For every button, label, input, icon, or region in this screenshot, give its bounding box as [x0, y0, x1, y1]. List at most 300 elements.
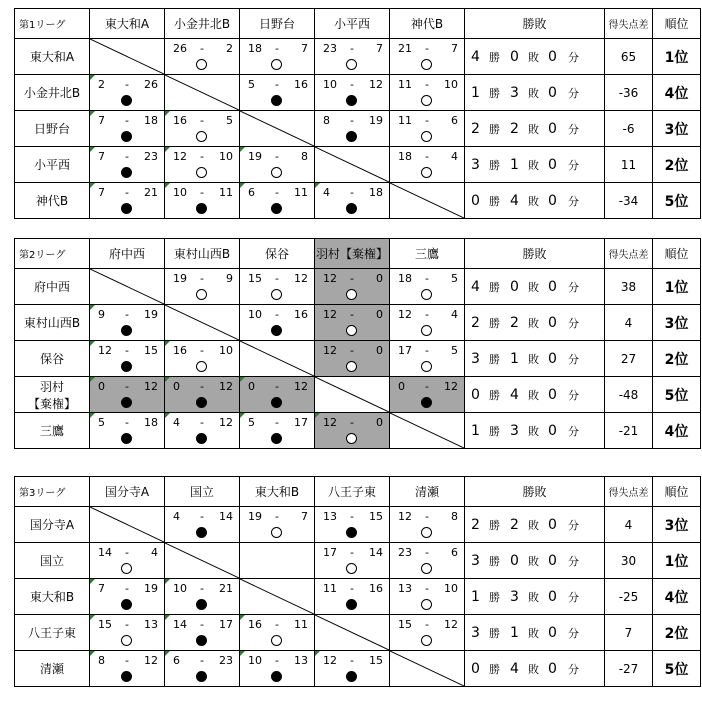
score-own: 18	[398, 150, 412, 163]
score-opponent: 10	[444, 582, 458, 595]
row-team-name: 清瀬	[15, 651, 90, 687]
score-dash: -	[425, 78, 429, 91]
header-diff: 得失点差	[605, 239, 653, 269]
score-opponent: 4	[451, 308, 458, 321]
match-cell	[315, 111, 390, 147]
score-opponent: 6	[451, 114, 458, 127]
comment-marker-icon	[165, 147, 170, 152]
match-score	[240, 654, 314, 668]
comment-marker-icon	[240, 413, 245, 418]
score-dash: -	[350, 416, 354, 429]
record-cell	[465, 413, 605, 449]
score-dash: -	[425, 618, 429, 631]
row-team-name: 八王子東	[15, 615, 90, 651]
loss-circle-icon	[121, 361, 132, 372]
table-row	[15, 413, 701, 449]
score-dash: -	[350, 654, 354, 667]
comment-marker-icon	[240, 615, 245, 620]
match-cell	[90, 111, 165, 147]
match-score	[240, 272, 314, 286]
match-cell	[240, 615, 315, 651]
score-own: 18	[248, 42, 262, 55]
losses-count: 1	[510, 156, 519, 173]
comment-marker-icon	[90, 111, 95, 116]
win-circle-icon	[421, 635, 432, 646]
score-opponent: 8	[301, 150, 308, 163]
rank: 3位	[653, 305, 701, 341]
match-score	[390, 114, 464, 128]
score-opponent: 0	[376, 344, 383, 357]
draws-label: 分	[568, 280, 579, 294]
wins-label: 勝	[489, 662, 500, 676]
row-team-name: 神代B	[15, 183, 90, 219]
score-dash: -	[425, 308, 429, 321]
match-score	[315, 308, 389, 322]
match-cell	[90, 147, 165, 183]
match-cell	[240, 269, 315, 305]
score-own: 12	[323, 308, 337, 321]
score-own: 2	[98, 78, 105, 91]
score-opponent: 16	[369, 582, 383, 595]
score-own: 4	[173, 416, 180, 429]
match-score	[165, 114, 239, 128]
rank: 5位	[653, 651, 701, 687]
match-cell	[240, 147, 315, 183]
score-opponent: 12	[444, 380, 458, 393]
match-cell	[165, 579, 240, 615]
match-cell	[90, 183, 165, 219]
score-dash: -	[200, 618, 204, 631]
score-dash: -	[350, 344, 354, 357]
score-opponent: 5	[451, 272, 458, 285]
score-dash: -	[350, 546, 354, 559]
header-row	[15, 477, 701, 507]
comment-marker-icon	[315, 651, 320, 656]
score-own: 5	[248, 78, 255, 91]
point-diff: -21	[605, 413, 653, 449]
table-row	[15, 543, 701, 579]
score-own: 12	[323, 344, 337, 357]
record-cell	[465, 111, 605, 147]
score-opponent: 7	[451, 42, 458, 55]
record-cell	[465, 579, 605, 615]
score-opponent: 8	[451, 510, 458, 523]
score-opponent: 7	[301, 42, 308, 55]
diagonal-line	[315, 377, 389, 412]
draws-count: 0	[548, 156, 557, 173]
match-score	[390, 582, 464, 596]
score-opponent: 18	[144, 114, 158, 127]
loss-circle-icon	[346, 203, 357, 214]
wins-label: 勝	[489, 388, 500, 402]
score-dash: -	[275, 380, 279, 393]
draws-count: 0	[548, 192, 557, 209]
league-title: 第1リーグ	[15, 9, 90, 39]
score-dash: -	[125, 582, 129, 595]
score-opponent: 11	[219, 186, 233, 199]
self-match-cell	[315, 377, 390, 413]
point-diff: -27	[605, 651, 653, 687]
loss-circle-icon	[271, 203, 282, 214]
score-dash: -	[200, 186, 204, 199]
win-circle-icon	[421, 59, 432, 70]
match-score	[390, 546, 464, 560]
score-own: 5	[248, 416, 255, 429]
draws-label: 分	[568, 122, 579, 136]
win-circle-icon	[346, 289, 357, 300]
table-row	[15, 377, 701, 413]
score-dash: -	[275, 78, 279, 91]
score-opponent: 13	[144, 618, 158, 631]
match-cell	[315, 269, 390, 305]
draws-count: 0	[548, 84, 557, 101]
losses-count: 4	[510, 660, 519, 677]
rank: 1位	[653, 543, 701, 579]
match-cell	[390, 147, 465, 183]
score-dash: -	[275, 272, 279, 285]
match-cell	[315, 341, 390, 377]
score-own: 16	[173, 344, 187, 357]
win-circle-icon	[271, 289, 282, 300]
score-opponent: 21	[219, 582, 233, 595]
rank: 5位	[653, 183, 701, 219]
header-diff: 得失点差	[605, 9, 653, 39]
win-circle-icon	[346, 361, 357, 372]
header-team: 東村山西B	[165, 239, 240, 269]
loss-circle-icon	[346, 95, 357, 106]
match-score	[165, 150, 239, 164]
match-cell	[165, 341, 240, 377]
score-own: 12	[398, 510, 412, 523]
wins-count: 0	[471, 660, 480, 677]
match-score	[165, 416, 239, 430]
draws-count: 0	[548, 624, 557, 641]
losses-label: 敗	[528, 388, 539, 402]
rank: 4位	[653, 579, 701, 615]
table-row	[15, 341, 701, 377]
header-row	[15, 239, 701, 269]
score-opponent: 0	[376, 272, 383, 285]
diagonal-line	[315, 147, 389, 182]
match-cell	[240, 377, 315, 413]
losses-label: 敗	[528, 86, 539, 100]
score-dash: -	[125, 546, 129, 559]
score-opponent: 10	[219, 150, 233, 163]
score-own: 12	[323, 416, 337, 429]
point-diff: -36	[605, 75, 653, 111]
match-cell	[90, 413, 165, 449]
wins-count: 1	[471, 422, 480, 439]
match-cell	[390, 341, 465, 377]
point-diff: -48	[605, 377, 653, 413]
score-dash: -	[350, 42, 354, 55]
draws-count: 0	[548, 314, 557, 331]
match-score	[90, 380, 164, 394]
match-cell	[90, 615, 165, 651]
rank: 3位	[653, 111, 701, 147]
comment-marker-icon	[90, 305, 95, 310]
row-team-name: 国分寺A	[15, 507, 90, 543]
table-row	[15, 183, 701, 219]
score-opponent: 17	[219, 618, 233, 631]
score-dash: -	[350, 308, 354, 321]
comment-marker-icon	[315, 413, 320, 418]
standings-table	[14, 238, 701, 449]
draws-label: 分	[568, 352, 579, 366]
win-circle-icon	[421, 95, 432, 106]
score-opponent: 13	[294, 654, 308, 667]
losses-count: 0	[510, 552, 519, 569]
match-cell	[165, 651, 240, 687]
comment-marker-icon	[90, 341, 95, 346]
score-own: 23	[398, 546, 412, 559]
rank: 1位	[653, 39, 701, 75]
score-dash: -	[200, 344, 204, 357]
match-cell	[390, 111, 465, 147]
record-cell	[465, 543, 605, 579]
score-dash: -	[350, 186, 354, 199]
header-team: 保谷	[240, 239, 315, 269]
score-own: 16	[173, 114, 187, 127]
score-own: 8	[323, 114, 330, 127]
draws-count: 0	[548, 588, 557, 605]
match-cell	[240, 75, 315, 111]
diagonal-line	[390, 183, 464, 218]
losses-count: 4	[510, 386, 519, 403]
match-score	[90, 618, 164, 632]
win-circle-icon	[121, 635, 132, 646]
header-team: 小平西	[315, 9, 390, 39]
score-dash: -	[425, 380, 429, 393]
diagonal-line	[240, 341, 314, 376]
loss-circle-icon	[196, 203, 207, 214]
match-score	[90, 546, 164, 560]
win-circle-icon	[196, 289, 207, 300]
score-own: 14	[98, 546, 112, 559]
league-title: 第3リーグ	[15, 477, 90, 507]
match-score	[165, 186, 239, 200]
header-team: 清瀬	[390, 477, 465, 507]
score-opponent: 21	[144, 186, 158, 199]
match-cell	[165, 111, 240, 147]
match-score	[315, 114, 389, 128]
score-opponent: 12	[369, 78, 383, 91]
match-cell	[165, 615, 240, 651]
wins-label: 勝	[489, 158, 500, 172]
row-team-name-line2: 【棄権】	[27, 396, 76, 411]
score-opponent: 19	[144, 582, 158, 595]
score-own: 23	[323, 42, 337, 55]
win-circle-icon	[421, 563, 432, 574]
wins-label: 勝	[489, 86, 500, 100]
record-cell	[465, 341, 605, 377]
point-diff: 11	[605, 147, 653, 183]
table-row	[15, 615, 701, 651]
match-cell	[315, 543, 390, 579]
match-score	[90, 582, 164, 596]
score-opponent: 7	[376, 42, 383, 55]
comment-marker-icon	[90, 579, 95, 584]
match-score	[390, 150, 464, 164]
match-cell	[240, 651, 315, 687]
match-score	[390, 78, 464, 92]
self-match-cell	[90, 39, 165, 75]
score-opponent: 12	[144, 654, 158, 667]
match-score	[315, 416, 389, 430]
score-dash: -	[275, 654, 279, 667]
row-team-name: 東大和A	[15, 39, 90, 75]
table-row	[15, 305, 701, 341]
wins-count: 3	[471, 552, 480, 569]
loss-circle-icon	[196, 433, 207, 444]
comment-marker-icon	[165, 341, 170, 346]
score-dash: -	[350, 78, 354, 91]
draws-label: 分	[568, 554, 579, 568]
score-own: 6	[173, 654, 180, 667]
diagonal-line	[165, 75, 239, 110]
loss-circle-icon	[121, 599, 132, 610]
score-opponent: 19	[144, 308, 158, 321]
score-dash: -	[125, 114, 129, 127]
losses-label: 敗	[528, 280, 539, 294]
score-own: 0	[98, 380, 105, 393]
score-dash: -	[200, 272, 204, 285]
draws-count: 0	[548, 386, 557, 403]
match-cell	[390, 377, 465, 413]
record-cell	[465, 305, 605, 341]
score-opponent: 18	[144, 416, 158, 429]
league-table-1	[14, 8, 701, 219]
match-cell	[90, 341, 165, 377]
point-diff: 4	[605, 305, 653, 341]
score-opponent: 11	[294, 618, 308, 631]
table-row	[15, 507, 701, 543]
header-team: 神代B	[390, 9, 465, 39]
score-dash: -	[200, 416, 204, 429]
losses-label: 敗	[528, 554, 539, 568]
comment-marker-icon	[240, 651, 245, 656]
match-score	[390, 380, 464, 394]
header-team: 東大和B	[240, 477, 315, 507]
score-dash: -	[125, 380, 129, 393]
match-score	[240, 78, 314, 92]
table-row	[15, 269, 701, 305]
wins-count: 4	[471, 278, 480, 295]
match-score	[315, 272, 389, 286]
score-own: 6	[248, 186, 255, 199]
score-dash: -	[350, 582, 354, 595]
score-dash: -	[350, 272, 354, 285]
losses-count: 2	[510, 120, 519, 137]
match-score	[240, 308, 314, 322]
wins-label: 勝	[489, 626, 500, 640]
score-own: 11	[398, 114, 412, 127]
score-own: 0	[398, 380, 405, 393]
score-opponent: 12	[294, 272, 308, 285]
score-own: 10	[248, 308, 262, 321]
match-cell	[165, 413, 240, 449]
score-own: 9	[98, 308, 105, 321]
losses-label: 敗	[528, 194, 539, 208]
match-score	[90, 150, 164, 164]
rank: 2位	[653, 615, 701, 651]
score-opponent: 14	[369, 546, 383, 559]
match-cell	[390, 75, 465, 111]
score-own: 0	[248, 380, 255, 393]
diagonal-line	[90, 39, 164, 74]
diagonal-line	[240, 111, 314, 146]
win-circle-icon	[421, 527, 432, 538]
wins-count: 0	[471, 386, 480, 403]
score-opponent: 16	[294, 308, 308, 321]
score-own: 19	[248, 150, 262, 163]
match-score	[240, 186, 314, 200]
score-own: 13	[398, 582, 412, 595]
score-own: 7	[98, 186, 105, 199]
match-cell	[240, 305, 315, 341]
losses-count: 0	[510, 278, 519, 295]
score-own: 13	[323, 510, 337, 523]
match-cell	[315, 507, 390, 543]
win-circle-icon	[421, 599, 432, 610]
draws-label: 分	[568, 86, 579, 100]
match-cell	[315, 579, 390, 615]
table-row	[15, 39, 701, 75]
score-own: 7	[98, 150, 105, 163]
score-opponent: 12	[444, 618, 458, 631]
draws-label: 分	[568, 194, 579, 208]
comment-marker-icon	[165, 377, 170, 382]
score-dash: -	[275, 308, 279, 321]
match-cell	[90, 305, 165, 341]
match-score	[165, 380, 239, 394]
draws-count: 0	[548, 552, 557, 569]
score-own: 19	[248, 510, 262, 523]
draws-label: 分	[568, 518, 579, 532]
losses-label: 敗	[528, 158, 539, 172]
score-own: 12	[323, 272, 337, 285]
match-cell	[240, 507, 315, 543]
match-cell	[390, 615, 465, 651]
comment-marker-icon	[90, 413, 95, 418]
score-dash: -	[200, 42, 204, 55]
match-score	[240, 416, 314, 430]
score-opponent: 11	[294, 186, 308, 199]
table-row	[15, 579, 701, 615]
loss-circle-icon	[196, 527, 207, 538]
comment-marker-icon	[90, 75, 95, 80]
losses-label: 敗	[528, 424, 539, 438]
standings-table	[14, 476, 701, 687]
record-cell	[465, 651, 605, 687]
self-match-cell	[240, 579, 315, 615]
score-dash: -	[275, 186, 279, 199]
win-circle-icon	[271, 167, 282, 178]
match-score	[390, 42, 464, 56]
header-team: 東大和A	[90, 9, 165, 39]
score-dash: -	[425, 344, 429, 357]
score-opponent: 9	[226, 272, 233, 285]
comment-marker-icon	[165, 111, 170, 116]
record-cell	[465, 377, 605, 413]
win-circle-icon	[121, 563, 132, 574]
match-cell	[90, 75, 165, 111]
league-title: 第2リーグ	[15, 239, 90, 269]
losses-count: 3	[510, 422, 519, 439]
point-diff: 30	[605, 543, 653, 579]
losses-label: 敗	[528, 316, 539, 330]
win-circle-icon	[421, 167, 432, 178]
